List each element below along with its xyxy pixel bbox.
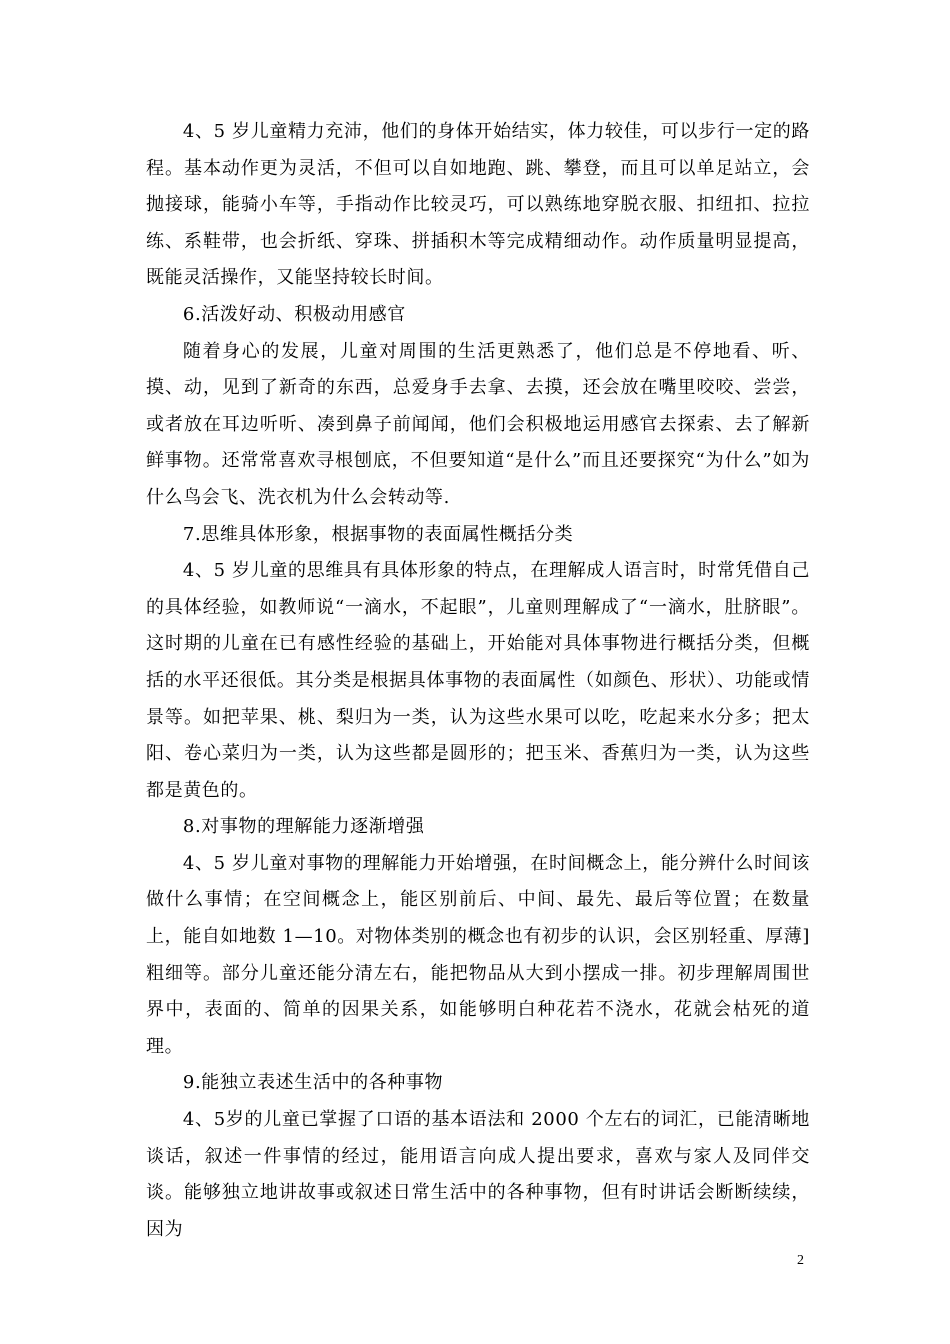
paragraph-understanding: 4、5 岁儿童对事物的理解能力开始增强，在时间概念上，能分辨什么时间该做什么事情；在空间概念上，能区别前后、中间、最先、最后等位置；在数量上，能自如地数 1—10。对物体类别的概念也有初步的认识，会区别轻重、厚薄]粗细等。部分儿童还能分清左右，能把物品从大到小摆成一排。初步理解周围世界中，表面的、简单的因果关系，如能够明白种花若不浇水，花就会枯死的道理。 [146,852,810,1057]
paragraph-senses: 随着身心的发展，儿童对周围的生活更熟悉了，他们总是不停地看、听、摸、动，见到了新奇的东西，总爱身手去拿、去摸，还会放在嘴里咬咬、尝尝，或者放在耳边听听、凑到鼻子前闻闻，他们会积极地运用感官去探索、去了解新鲜事物。还常常喜欢寻根刨底，不但要知道“是什么”而且还要探究“为什么”如为什么鸟会飞、洗衣机为什么会转动等. [146,340,810,508]
section-heading-8: 8.对事物的理解能力逐渐增强 [182,816,425,838]
document-page [146,114,810,1248]
page-number: 2 [797,1253,804,1268]
paragraph-language: 4、5岁的儿童已掌握了口语的基本语法和 2000 个左右的词汇，已能清晰地谈话，叙述一件事情的经过，能用语言向成人提出要求，喜欢与家人及同伴交谈。能够独立地讲故事或叙述日常生活中的各种事物，但有时讲话会断断续续，因为 [146,1109,810,1240]
section-heading-9: 9.能独立表述生活中的各种事物 [182,1072,444,1094]
section-heading-6: 6.活泼好动、积极动用感官 [182,303,406,325]
paragraph-thinking: 4、5 岁儿童的思维具有具体形象的特点，在理解成人语言时，时常凭借自己的具体经验，如教师说“一滴水，不起眼”，儿童则理解成了“一滴水，肚脐眼”。这时期的儿童在已有感性经验的基础上，开始能对具体事物进行概括分类，但概括的水平还很低。其分类是根据具体事物的表面属性（如颜色、形状）、功能或情景等。如把苹果、桃、梨归为一类，认为这些水果可以吃，吃起来水分多；把太阳、卷心菜归为一类，认为这些都是圆形的；把玉米、香蕉归为一类，认为这些都是黄色的。 [146,560,810,801]
section-heading-7: 7.思维具体形象，根据事物的表面属性概括分类 [182,523,574,545]
paragraph-physical-development: 4、5 岁儿童精力充沛，他们的身体开始结实，体力较佳，可以步行一定的路程。基本动作更为灵活，不但可以自如地跑、跳、攀登，而且可以单足站立，会抛接球，能骑小车等，手指动作比较灵巧，可以熟练地穿脱衣服、扣纽扣、拉拉练、系鞋带，也会折纸、穿珠、拼插积木等完成精细动作。动作质量明显提高，既能灵活操作，又能坚持较长时间。 [146,121,810,289]
